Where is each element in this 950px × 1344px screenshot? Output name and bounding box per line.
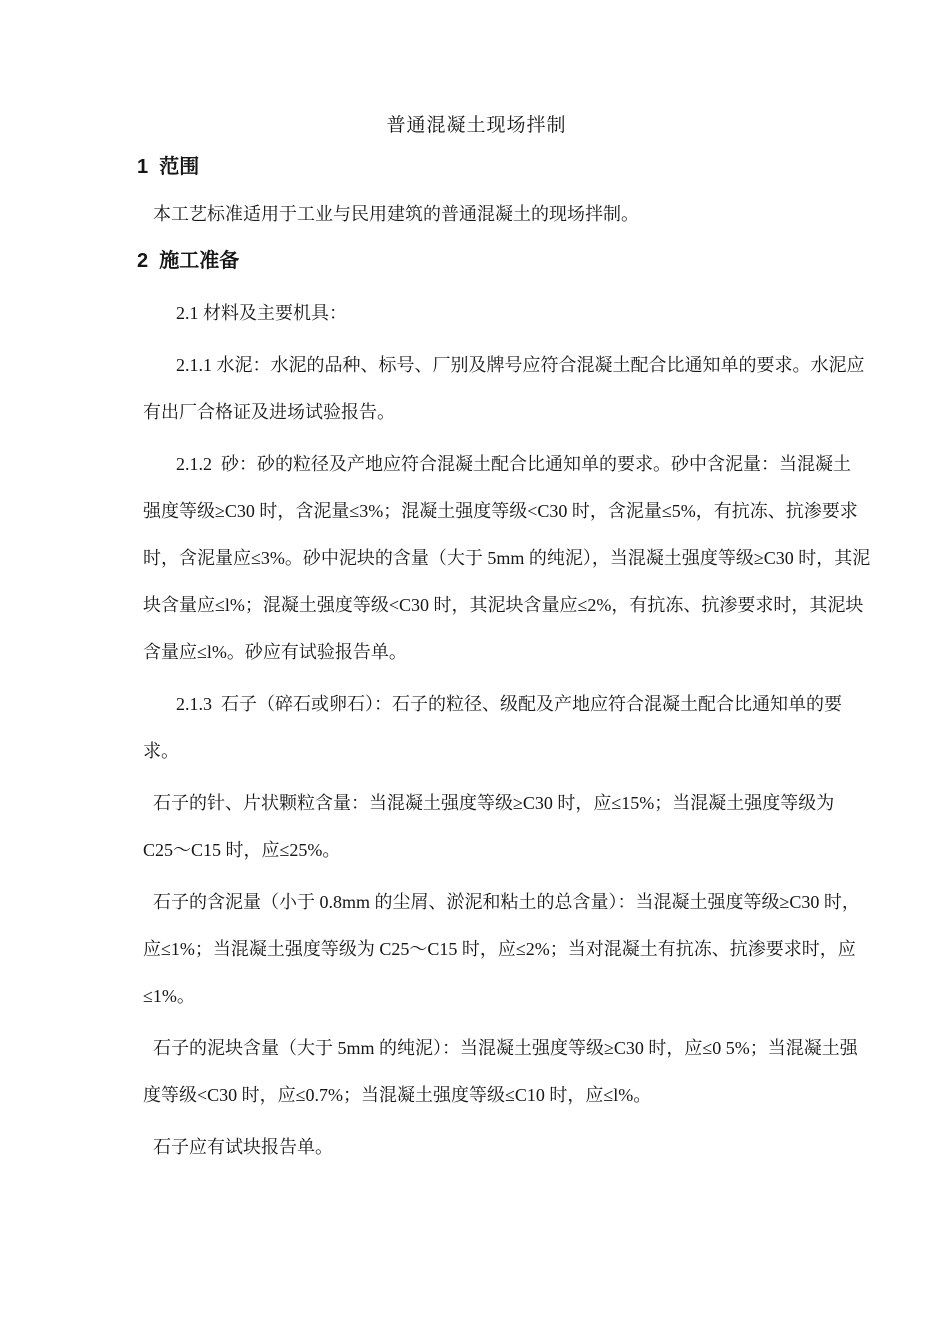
paragraph-stone-test-report [143, 1124, 810, 1171]
paragraph-line: 有出厂合格证及进场试验报告。 [143, 402, 395, 422]
paragraph-line: 应≤1%；当混凝土强度等级为 C25～C15 时，应≤2%；当对混凝土有抗冻、抗渗要求时，应 [143, 939, 856, 959]
paragraph-line: ≤1%。 [143, 986, 195, 1006]
paragraph-line: C25～C15 时，应≤25%。 [143, 840, 341, 860]
document-title: 普通混凝土现场拌制 [386, 115, 567, 136]
heading-line: 1 范围 [137, 156, 200, 178]
paragraph-line: 2.1.3 石子（碎石或卵石）：石子的粒径、级配及产地应符合混凝土配合比通知单的要 [176, 694, 842, 714]
paragraph-line: 时，含泥量应≤3%。砂中泥块的含量（大于 5mm 的纯泥），当混凝土强度等级≥C30 时，其泥 [143, 548, 871, 568]
paragraph-line: 石子的含泥量（小于 0.8mm 的尘屑、淤泥和粘土的总含量）：当混凝土强度等级≥C30 时， [153, 892, 860, 912]
paragraph-line: 含量应≤l%。砂应有试验报告单。 [143, 642, 407, 662]
heading-line: 2 施工准备 [137, 250, 240, 272]
paragraph-line: 块含量应≤l%；混凝土强度等级<C30 时，其泥块含量应≤2%，有抗冻、抗渗要求时，其泥块 [143, 595, 864, 615]
paragraph-2-1-2-sand [143, 441, 871, 676]
paragraph-scope-body [143, 191, 810, 238]
paragraph-2-1-1-cement [143, 342, 865, 436]
paragraph-stone-mud-content [143, 879, 860, 1020]
paragraph-line: 2.1 材料及主要机具： [176, 303, 347, 323]
paragraph-line: 石子的泥块含量（大于 5mm 的纯泥）：当混凝土强度等级≥C30 时，应≤0 5%；当混凝土强 [153, 1038, 858, 1058]
paragraph-line: 强度等级≥C30 时，含泥量≤3%；混凝土强度等级<C30 时，含泥量≤5%，有抗冻、抗渗要求 [143, 501, 858, 521]
paragraph-line: 求。 [143, 741, 179, 761]
paragraph-line: 2.1.1 水泥：水泥的品种、标号、厂别及牌号应符合混凝土配合比通知单的要求。水泥应 [176, 355, 865, 375]
paragraph-line: 2.1.2 砂：砂的粒径及产地应符合混凝土配合比通知单的要求。砂中含泥量：当混凝土 [176, 454, 851, 474]
paragraph-stone-mud-lumps [143, 1025, 858, 1119]
paragraph-line: 度等级<C30 时，应≤0.7%；当混凝土强度等级≤C10 时，应≤l%。 [143, 1085, 652, 1105]
paragraph-stone-particles [143, 780, 835, 874]
document-content [137, 108, 871, 1171]
paragraph-line: 本工艺标准适用于工业与民用建筑的普通混凝土的现场拌制。 [153, 204, 639, 224]
section-heading-preparation [137, 238, 810, 285]
paragraph-2-1 [143, 290, 810, 337]
paragraph-2-1-3-stone [143, 681, 842, 775]
section-heading-scope [137, 144, 810, 191]
paragraph-line: 石子的针、片状颗粒含量：当混凝土强度等级≥C30 时，应≤15%；当混凝土强度等级为 [153, 793, 835, 813]
paragraph-line: 石子应有试块报告单。 [153, 1137, 333, 1157]
